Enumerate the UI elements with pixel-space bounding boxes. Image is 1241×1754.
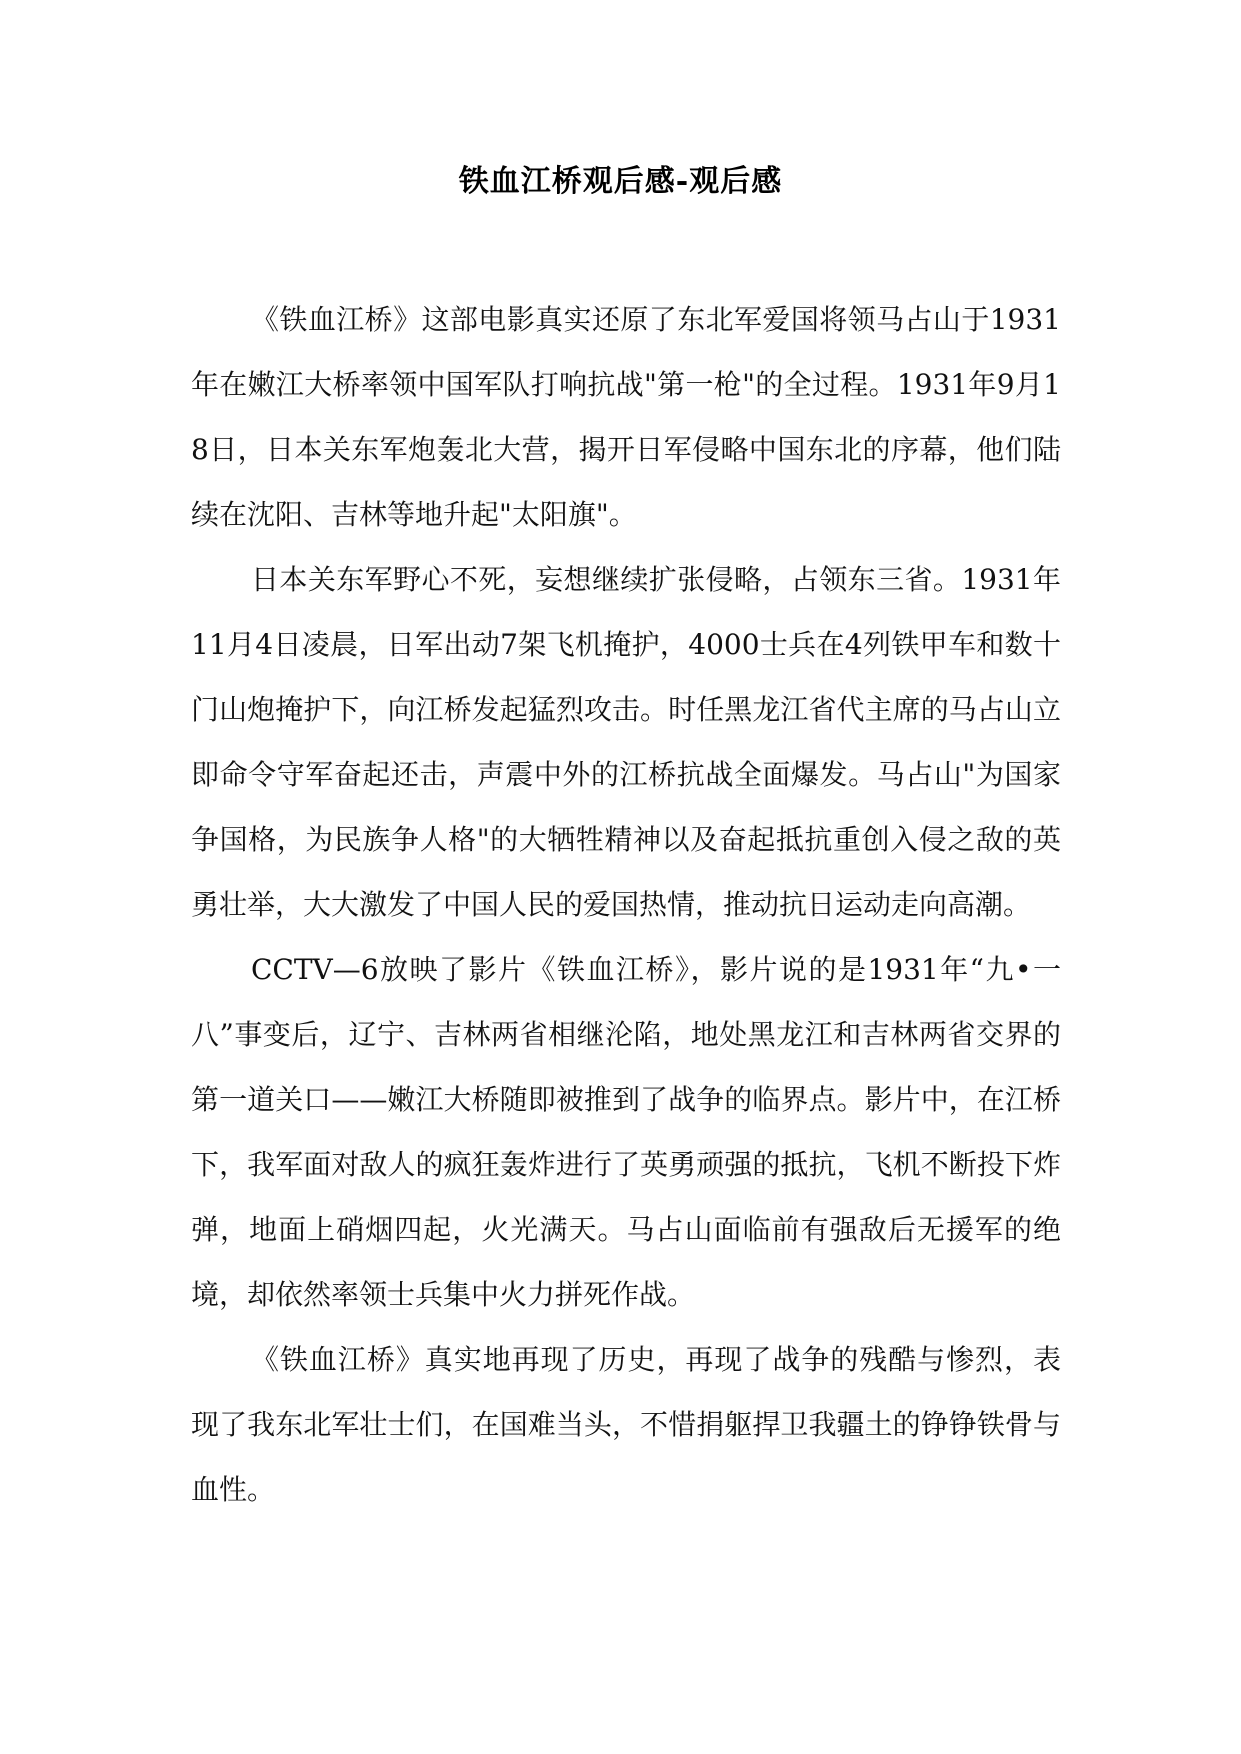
document-title: 铁血江桥观后感-观后感	[458, 164, 783, 199]
paragraph-4: 《铁血江桥》真实地再现了历史，再现了战争的残酷与惨烈，表现了我东北军壮士们，在国难当头，不惜捐躯捍卫我疆土的铮铮铁骨与血性。	[191, 1343, 1061, 1506]
paragraph-2: 日本关东军野心不死，妄想继续扩张侵略，占领东三省。1931年11月4日凌晨，日军出动7架飞机掩护，4000士兵在4列铁甲车和数十门山炮掩护下，向江桥发起猛烈攻击。时任黑龙江省代主席的马占山立即命令守军奋起还击，声震中外的江桥抗战全面爆发。马占山"为国家争国格，为民族争人格"的大牺牲精神以及奋起抵抗重创入侵之敌的英勇壮举，大大激发了中国人民的爱国热情，推动抗日运动走向高潮。	[191, 563, 1061, 921]
paragraph-1: 《铁血江桥》这部电影真实还原了东北军爱国将领马占山于1931年在嫩江大桥率领中国军队打响抗战"第一枪"的全过程。1931年9月18日，日本关东军炮轰北大营，揭开日军侵略中国东北的序幕，他们陆续在沈阳、吉林等地升起"太阳旗"。	[191, 303, 1061, 531]
document-body	[191, 287, 1061, 1522]
paragraph-3: CCTV—6放映了影片《铁血江桥》，影片说的是1931年“九•一八”事变后，辽宁、吉林两省相继沦陷，地处黑龙江和吉林两省交界的第一道关口——嫩江大桥随即被推到了战争的临界点。影片中，在江桥下，我军面对敌人的疯狂轰炸进行了英勇顽强的抵抗，飞机不断投下炸弹，地面上硝烟四起，火光满天。马占山面临前有强敌后无援军的绝境，却依然率领士兵集中火力拼死作战。	[191, 953, 1061, 1311]
